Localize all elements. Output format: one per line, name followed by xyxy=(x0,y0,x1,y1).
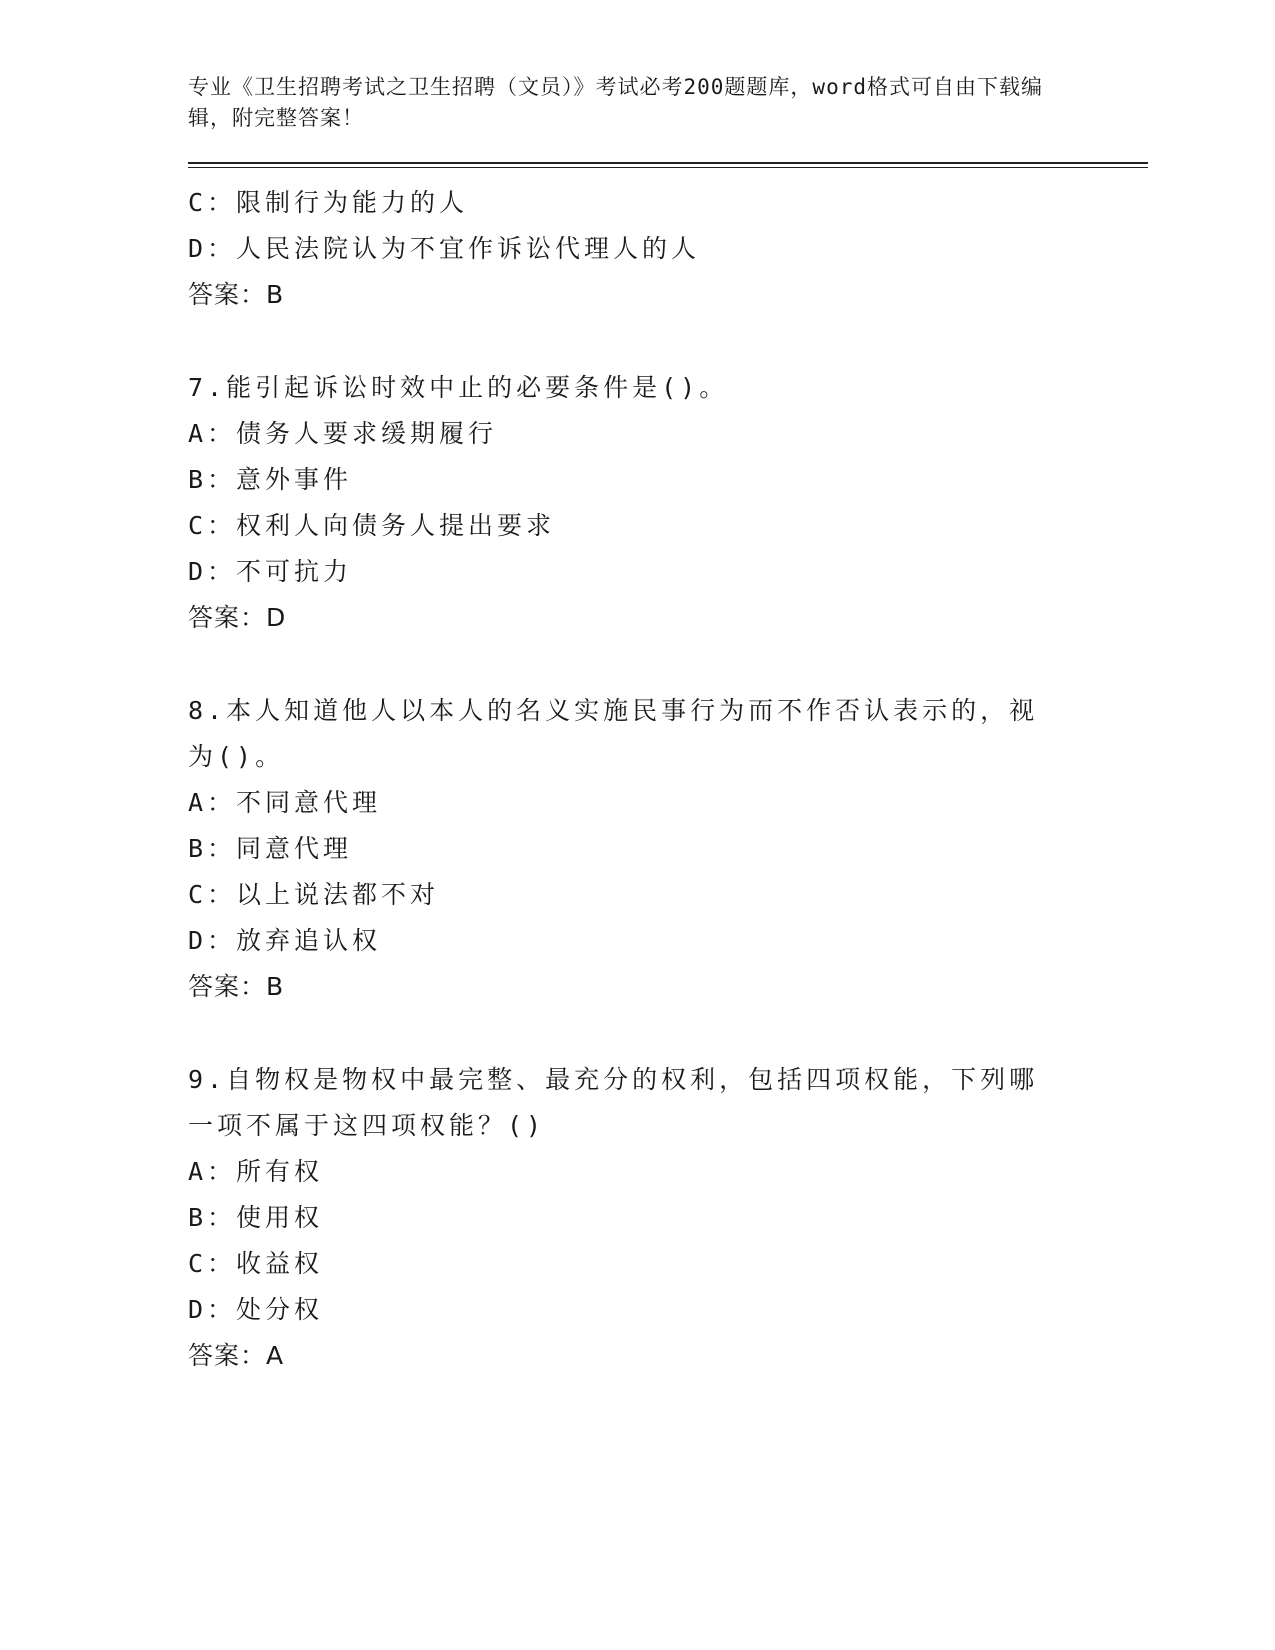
option-b: B：意外事件 xyxy=(188,465,353,494)
document-page xyxy=(188,72,1148,1379)
option-d: D：放弃追认权 xyxy=(188,926,382,955)
answer-line: 答案：B xyxy=(188,280,285,309)
option-b: B：同意代理 xyxy=(188,834,353,863)
option-c: C：限制行为能力的人 xyxy=(188,188,469,217)
question-text: 7.能引起诉讼时效中止的必要条件是()。 xyxy=(188,373,729,402)
option-c: C：权利人向债务人提出要求 xyxy=(188,511,556,540)
option-b: B：使用权 xyxy=(188,1203,324,1232)
option-a: A：所有权 xyxy=(188,1157,324,1186)
continued-question xyxy=(188,180,1148,318)
option-d: D：处分权 xyxy=(188,1295,324,1324)
option-c: C：收益权 xyxy=(188,1249,324,1278)
question-text: 9.自物权是物权中最完整、最充分的权利，包括四项权能，下列哪一项不属于这四项权能？() xyxy=(188,1065,1039,1140)
answer-line: 答案：D xyxy=(188,603,287,632)
header-divider xyxy=(188,162,1148,168)
question-text: 8.本人知道他人以本人的名义实施民事行为而不作否认表示的，视为()。 xyxy=(188,696,1039,771)
option-d: D：人民法院认为不宜作诉讼代理人的人 xyxy=(188,234,701,263)
question-8 xyxy=(188,688,1148,1010)
question-7 xyxy=(188,365,1148,641)
question-list xyxy=(188,180,1148,1379)
answer-line: 答案：A xyxy=(188,1341,285,1370)
option-c: C：以上说法都不对 xyxy=(188,880,440,909)
option-a: A：债务人要求缓期履行 xyxy=(188,419,498,448)
document-intro: 专业《卫生招聘考试之卫生招聘（文员）》考试必考200题题库，word格式可自由下载编辑，附完整答案！ xyxy=(188,75,1043,130)
option-a: A：不同意代理 xyxy=(188,788,382,817)
option-d: D：不可抗力 xyxy=(188,557,353,586)
answer-line: 答案：B xyxy=(188,972,285,1001)
question-9 xyxy=(188,1057,1148,1379)
